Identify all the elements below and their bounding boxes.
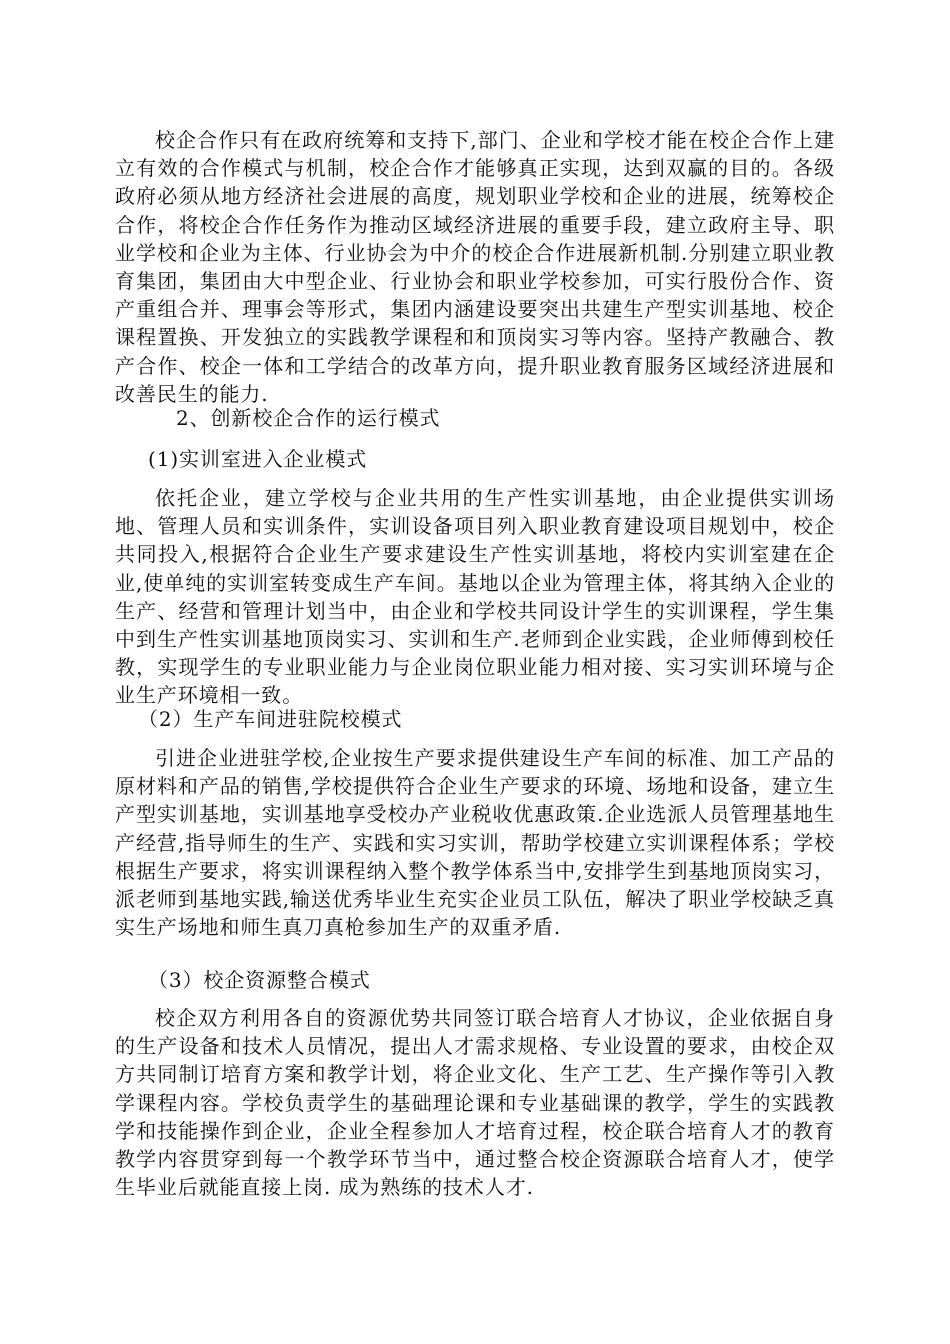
subheading-resource-integration: （3）校企资源整合模式	[148, 968, 371, 992]
paragraph-lab-into-enterprise: 依托企业，建立学校与企业共用的生产性实训基地，由企业提供实训场地、管理人员和实训条件，实训设备项目列入职业教育建设项目规划中，校企共同投入,根据符合企业生产要求建设生产性实训基地，将校内实训室建在企业,使单纯的实训室转变成生产车间。基地以企业为管理主体，将其纳入企业的生产、经营和管理计划当中，由企业和学校共同设计学生的实训课程，学生集中到生产性实训基地顶岗实习、实训和生产.老师到企业实践，企业师傅到校任教，实现学生的专业职业能力与企业岗位职业能力相对接、实习实训环境与企业生产环境相一致。	[115, 486, 835, 708]
paragraph-resource-integration: 校企双方利用各自的资源优势共同签订联合培育人才协议，企业依据自身的生产设备和技术人员情况，提出人才需求规格、专业设置的要求，由校企双方共同制订培育方案和教学计划，将企业文化、生产工艺、生产操作等引入教学课程内容。学校负责学生的基础理论课和专业基础课的教学，学生的实践教学和技能操作到企业，企业全程参加人才培育过程，校企联合培育人才的教育教学内容贯穿到每一个教学环节当中，通过整合校企资源联合培育人才，使学生毕业后就能直接上岗. 成为熟练的技术人才.	[115, 1006, 835, 1200]
paragraph-workshop-into-school: 引进企业进驻学校,企业按生产要求提供建设生产车间的标准、加工产品的原材料和产品的销售,学校提供符合企业生产要求的环境、场地和设备，建立生产型实训基地，实训基地享受校办产业税收优惠政策.企业选派人员管理基地生产经营,指导师生的生产、实践和实习实训，帮助学校建立实训课程体系；学校根据生产要求，将实训课程纳入整个教学体系当中,安排学生到基地顶岗实习，派老师到基地实践,输送优秀毕业生充实企业员工队伍，解决了职业学校缺乏真实生产场地和师生真刀真枪参加生产的双重矛盾.	[115, 746, 835, 940]
paragraph-government-coordination: 校企合作只有在政府统筹和支持下,部门、企业和学校才能在校企合作上建立有效的合作模式与机制，校企合作才能够真正实现，达到双赢的目的。各级政府必须从地方经济社会进展的高度，规划职业学校和企业的进展，统筹校企合作，将校企合作任务作为推动区域经济进展的重要手段，建立政府主导、职业学校和企业为主体、行业协会为中介的校企合作进展新机制.分别建立职业教育集团，集团由大中型企业、行业协会和职业学校参加，可实行股份合作、资产重组合并、理事会等形式，集团内涵建设要突出共建生产型实训基地、校企课程置换、开发独立的实践教学课程和和顶岗实习等内容。坚持产教融合、教产合作、校企一体和工学结合的改革方向，提升职业教育服务区域经济进展和改善民生的能力.	[115, 128, 835, 406]
subheading-lab-into-enterprise: (1)实训室进入企业模式	[148, 447, 368, 471]
section-heading-operation-modes: 2、创新校企合作的运行模式	[176, 406, 441, 430]
subheading-workshop-into-school: （2）生产车间进驻院校模式	[138, 707, 403, 731]
